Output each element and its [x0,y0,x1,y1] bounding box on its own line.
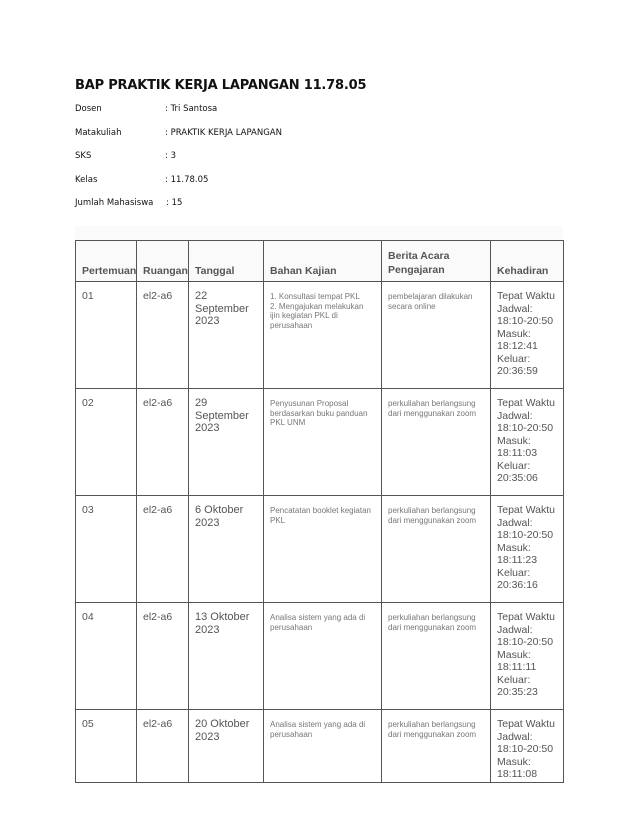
cell-pertemuan: 01 [76,282,137,389]
meta-label: Dosen [75,104,102,114]
kehadiran-jadwal: Jadwal: 18:10-20:50 [497,516,554,541]
cell-kehadiran [491,389,564,496]
cell-kehadiran [491,603,564,710]
cell-berita-acara: perkuliahan berlangsung dari menggunakan zoom [382,389,491,496]
kehadiran-jadwal: Jadwal: 18:10-20:50 [497,623,554,648]
cell-tanggal [189,282,264,389]
tanggal-text: 22 September 2023 [195,290,249,327]
cell-tanggal [189,389,264,496]
kehadiran-masuk: Masuk: 18:11:11 [497,648,537,673]
cell-kehadiran [491,496,564,603]
cell-tanggal [189,496,264,603]
cell-bahan-kajian: Analisa sistem yang ada di perusahaan [264,603,382,710]
cell-kehadiran [491,282,564,389]
cell-ruangan: el2-a6 [137,282,189,389]
header-tanggal: Tanggal [189,241,264,282]
table-header-row [76,241,564,282]
cell-bahan-kajian: Pencatatan booklet kegiatan PKL [264,496,382,603]
cell-ruangan: el2-a6 [137,389,189,496]
kehadiran-status: Tepat Waktu [497,504,555,516]
meta-label: SKS [75,151,92,161]
tanggal-text: 29 September 2023 [195,397,249,434]
cell-pertemuan: 04 [76,603,137,710]
cell-bahan-kajian: Penyusunan Proposal berdasarkan buku panduan PKL UNM [264,389,382,496]
kehadiran-status: Tepat Waktu [497,611,555,623]
cell-tanggal [189,603,264,710]
cell-berita-acara: perkuliahan berlangsung dari menggunakan zoom [382,603,491,710]
cell-ruangan: el2-a6 [137,496,189,603]
table-row [76,603,564,710]
tanggal-text: 13 Oktober 2023 [195,611,250,636]
cell-berita-acara: perkuliahan berlangsung dari menggunakan zoom [382,496,491,603]
kehadiran-masuk: Masuk: 18:11:23 [497,541,538,566]
tanggal-text: 6 Oktober 2023 [195,504,244,529]
cell-ruangan: el2-a6 [137,710,189,783]
table-row [76,389,564,496]
kehadiran-jadwal: Jadwal: 18:10-20:50 [497,409,554,434]
kehadiran-keluar: Keluar: 20:35:23 [497,673,538,698]
kehadiran-masuk: Masuk: 18:12:41 [497,327,538,352]
header-ruangan: Ruangan [137,241,189,282]
meta-value: : Tri Santosa [165,104,217,114]
kehadiran-keluar: Keluar: 20:36:59 [497,352,538,377]
cell-kehadiran [491,710,564,783]
kehadiran-status: Tepat Waktu [497,290,555,302]
document-title: BAP PRAKTIK KERJA LAPANGAN 11.78.05 [75,78,367,93]
bap-table [75,240,564,783]
meta-value: : 3 [165,151,176,161]
cell-pertemuan: 05 [76,710,137,783]
kehadiran-status: Tepat Waktu [497,397,555,409]
meta-value: : PRAKTIK KERJA LAPANGAN [165,128,282,138]
header-bahan-kajian: Bahan Kajian [264,241,382,282]
table-row [76,710,564,783]
kehadiran-status: Tepat Waktu [497,718,555,730]
cell-berita-acara: perkuliahan berlangsung dari menggunakan zoom [382,710,491,783]
meta-label: Matakuliah [75,127,122,138]
cell-bahan-kajian: 1. Konsultasi tempat PKL 2. Mengajukan melakukan ijin kegiatan PKL di perusahaan [264,282,382,389]
cell-bahan-kajian: Analisa sistem yang ada di perusahaan [264,710,382,783]
meta-value: : 11.78.05 [165,175,208,185]
meta-label: Kelas [75,174,98,185]
cell-pertemuan: 03 [76,496,137,603]
kehadiran-masuk: Masuk: 18:11:03 [497,434,538,459]
kehadiran-jadwal: Jadwal: 18:10-20:50 [497,302,554,327]
kehadiran-keluar: Keluar: 20:36:16 [497,566,538,591]
kehadiran-masuk: Masuk: 18:11:08 [497,755,538,780]
header-kehadiran: Kehadiran [491,241,564,282]
meta-label: Jumlah Mahasiswa [75,198,154,208]
cell-pertemuan: 02 [76,389,137,496]
table-top-band [75,226,563,240]
meta-value: : 15 [166,198,182,208]
table-row [76,496,564,603]
cell-berita-acara: pembelajaran dilakukan secara online [382,282,491,389]
header-berita-acara: Berita Acara Pengajaran [382,241,491,282]
table-row [76,282,564,389]
kehadiran-jadwal: Jadwal: 18:10-20:50 [497,730,554,755]
cell-ruangan: el2-a6 [137,603,189,710]
cell-tanggal [189,710,264,783]
header-pertemuan: Pertemuan [76,241,137,282]
tanggal-text: 20 Oktober 2023 [195,718,250,743]
kehadiran-keluar: Keluar: 20:35:06 [497,459,538,484]
